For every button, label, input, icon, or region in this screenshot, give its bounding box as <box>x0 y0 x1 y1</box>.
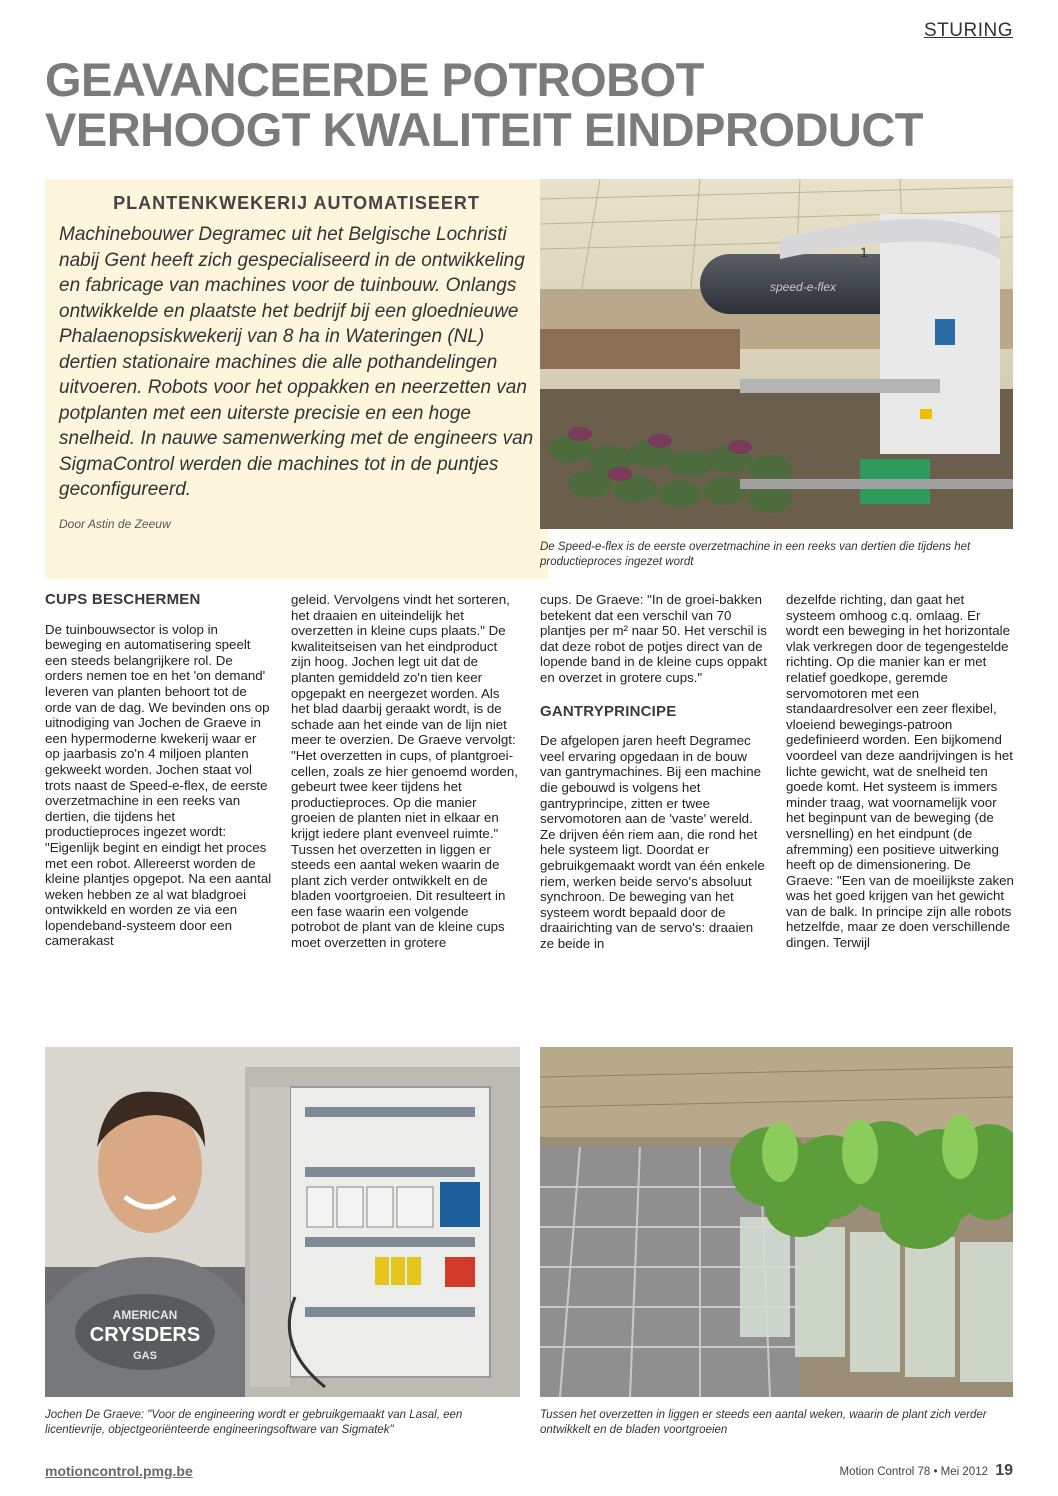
section-tag: STURING <box>924 20 1013 41</box>
column-4 <box>786 592 1014 951</box>
footer-website-link[interactable]: motioncontrol.pmg.be <box>45 1463 193 1479</box>
page-title <box>45 55 1005 155</box>
photo-caption-bottom-right: Tussen het overzetten in liggen er steeds een aantal weken, waarin de plant zich verder ontwikkelt en de bladen voortgroeien <box>540 1409 987 1436</box>
photo-plants-in-cups <box>540 1047 1013 1397</box>
column-1 <box>45 592 273 949</box>
machine-brand: speed-e-flex <box>770 280 837 294</box>
intro-box <box>45 179 548 579</box>
machine-number: 1 <box>860 244 868 260</box>
column-1-text: De tuinbouwsector is volop in beweging en automatisering speelt een steeds belangrijkere rol. De orders nemen toe en het 'on demand' leveren van planten behoort tot de orde van de dag. We bevinden ons op uitnodiging van Jochen de Graeve in een hypermoderne kwekerij waar er op jaarbasis zo'n 4 miljoen planten gekweekt worden. Jochen staat vol trots naast de Speed-e-flex, de eerste overzetmachine in een reeks van dertien, die tijdens het productieproces ingezet wordt: "Eigenlijk begint en eindigt het proces met een robot. Allereerst worden de kleine plantjes opgepot. Na een aantal weken hebben ze al wat bladgroei ontwikkeld en worden ze via een lopendeband-systeem door een camerakast <box>45 621 272 949</box>
engineer-cabinet-image <box>45 1047 520 1397</box>
column-4-text: dezelfde richting, dan gaat het systeem omhoog c.q. omlaag. Er wordt een beweging in het horizontale vlak verkregen door de tegengestelde richting. Op die manier kan er met relatief goedkope, geremde servomotoren met een standaardresolver een zeer flexibel, vloeiend bewegings-patroon gedefinieerd worden. Een bijkomend voordeel van deze aandrijvingen is het lichte gewicht, wat de snelheid ten goede komt. Het systeem is immers minder traag, wat voornamelijk voor het beginpunt van de beweging (de versnelling) en het eindpunt (de afremming) een positieve uitwerking heeft op de dimensionering. De Graeve: "Een van de moeilijkste zaken was het goed krijgen van het gewicht van de balk. In principe zijn alle robots hetzelfde, maar ze doen verschillende dingen. Terwijl <box>786 592 1014 951</box>
column-3 <box>540 592 768 951</box>
plants-image <box>540 1047 1013 1397</box>
greenhouse-machine-image <box>540 179 1013 529</box>
column-2 <box>291 592 519 951</box>
photo-jochen-de-graeve <box>45 1047 520 1397</box>
photo-caption-bottom-left: Jochen De Graeve: "Voor de engineering wordt er gebruikgemaakt van Lasal, een licentievrije, objectgeoriënteerde engineeringsoftware van Sigmatek" <box>45 1409 463 1436</box>
headline-line-2: VERHOOGT KWALITEIT EINDPRODUCT <box>45 103 923 156</box>
photo-speed-e-flex <box>540 179 1013 529</box>
photo-caption-top: De Speed-e-flex is de eerste overzetmachine in een reeks van dertien die tijdens het productieproces ingezet wordt <box>540 541 971 568</box>
section-heading-gantryprincipe: GANTRYPRINCIPE <box>540 702 677 720</box>
column-3-text-a: cups. De Graeve: "In de groei-bakken betekent dat een verschil van 70 plantjes per m² naar 50. Het verschil is dat deze robot de potjes direct van de lopende band in de kleine cups oppakt en overzet in grotere cups." <box>540 592 767 685</box>
shirt-text-2: CRYSDERS <box>89 1324 201 1346</box>
shirt-text-3: GAS <box>133 1350 157 1362</box>
intro-text: Machinebouwer Degramec uit het Belgische Lochristi nabij Gent heeft zich gespecialiseerd in de ontwikkeling en fabricage van machines voor de tuinbouw. Onlangs ontwikkelde en plaatste het bedrijf bij een gloednieuwe Phalaenopsiskwekerij van 8 ha in Wateringen (NL) dertien stationaire machines die alle pothandelingen uitvoeren. Robots voor het oppakken en neerzetten van potplanten met een uiterste precisie en een hoge snelheid. In nauwe samenwerking met de engineers van SigmaControl werden die machines tot in de puntjes geconfigureerd. <box>59 224 534 500</box>
section-heading-cups-beschermen: CUPS BESCHERMEN <box>45 591 201 608</box>
byline: Door Astin de Zeeuw <box>59 516 171 531</box>
column-2-text: geleid. Vervolgens vindt het sorteren, het draaien en uiteindelijk het overzetten in kleine cups plaats." De kwaliteitseisen van het eindproduct zijn hoog. Jochen legt uit dat de planten gemiddeld zo'n tien keer opgepakt en neergezet worden. Als het blad daarbij geraakt wordt, is de schade aan het einde van de lijn niet meer te overzien. De Graeve vervolgt: "Het overzetten in cups, of plantgroei-cellen, zoals ze hier genoemd worden, gebeurt twee keer tijdens het productieproces. Op die manier groeien de planten niet in elkaar en krijgt iedere plant evenveel ruimte." Tussen het overzetten in liggen er steeds een aantal weken waarin de plant zich verder ontwikkelt en de bladen voortgroeien. Dit resulteert in een fase waarin een volgende potrobot de plant van de kleine cups moet overzetten in grotere <box>291 592 518 951</box>
column-3-text-b: De afgelopen jaren heeft Degramec veel ervaring opgedaan in de bouw van gantrymachines. Bij een machine die gebouwd is volgens het gantryprincipe, zitten er twee servomotoren aan de 'vaste' wereld. Ze drijven één riem aan, die rond het hele systeem ligt. Doordat er gebruikgemaakt wordt van één enkele riem, werken beide servo's absoluut synchroon. De beweging van het systeem wordt bepaald door de draairichting van de servo's: draaien ze beide in <box>540 733 765 951</box>
shirt-text-1: AMERICAN <box>112 1308 178 1322</box>
headline-line-1: GEAVANCEERDE POTROBOT <box>45 53 704 106</box>
intro-heading: PLANTENKWEKERIJ AUTOMATISEERT <box>113 193 480 213</box>
footer-publication: Motion Control 78 • Mei 2012 <box>839 1466 988 1478</box>
page-number: 19 <box>995 1462 1013 1479</box>
